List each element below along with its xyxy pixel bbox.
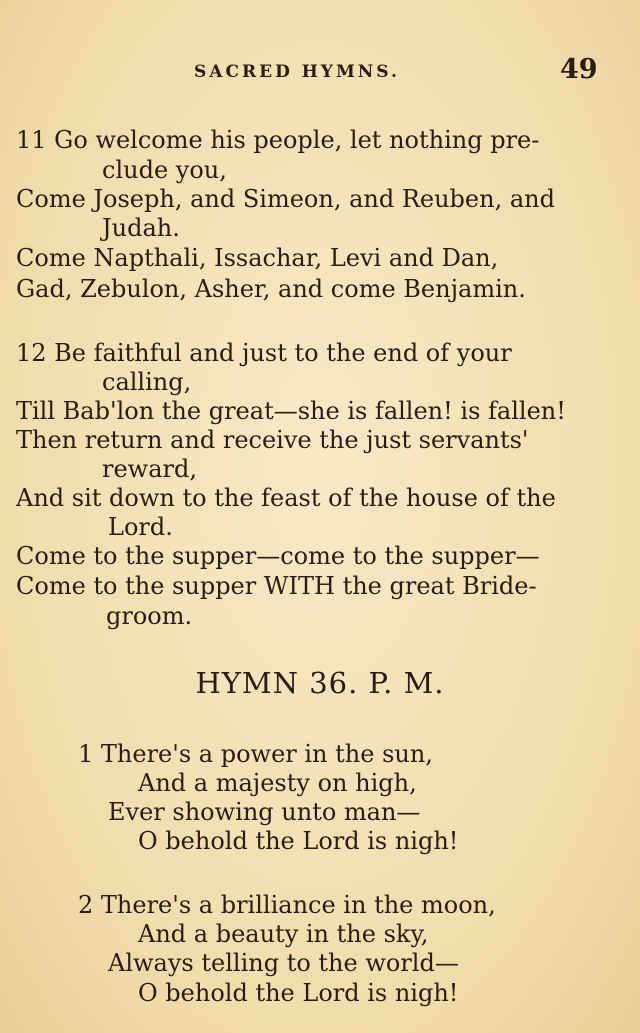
running-title: SACRED HYMNS. <box>194 62 400 82</box>
stanza-line: Gad, Zebulon, Asher, and come Benjamin. <box>16 275 526 303</box>
verse-line: 1 There's a power in the sun, <box>78 740 433 768</box>
stanza-line: And sit down to the feast of the house of the <box>16 484 556 512</box>
stanza-line: clude you, <box>102 156 227 184</box>
stanza-line: Come to the supper WITH the great Bride- <box>16 572 537 600</box>
verse-line: 2 There's a brilliance in the moon, <box>78 891 496 919</box>
stanza-line: Come to the supper—come to the supper— <box>16 542 540 570</box>
page-number: 49 <box>560 54 598 85</box>
stanza-line: 12 Be faithful and just to the end of your <box>16 339 512 367</box>
verse-line: Always telling to the world— <box>108 949 459 977</box>
hymn-title: HYMN 36. P. M. <box>195 666 445 700</box>
stanza-line: Till Bab'lon the great—she is fallen! is fallen! <box>16 397 566 425</box>
stanza-line: 11 Go welcome his people, let nothing pre- <box>16 126 540 154</box>
stanza-line: groom. <box>106 602 193 630</box>
stanza-line: Lord. <box>108 513 173 541</box>
stanza-line: Come Joseph, and Simeon, and Reuben, and <box>16 185 555 213</box>
stanza-line: calling, <box>102 368 192 396</box>
verse-line: O behold the Lord is nigh! <box>138 979 459 1007</box>
stanza-line: Judah. <box>102 214 180 242</box>
stanza-line: reward, <box>102 455 197 483</box>
verse-line: And a beauty in the sky, <box>138 920 429 948</box>
verse-line: And a majesty on high, <box>138 769 417 797</box>
verse-line: Ever showing unto man— <box>108 798 421 826</box>
verse-line: O behold the Lord is nigh! <box>138 827 459 855</box>
page-header <box>0 52 640 92</box>
stanza-line: Come Napthali, Issachar, Levi and Dan, <box>16 244 499 272</box>
stanza-line: Then return and receive the just servants' <box>16 426 529 454</box>
